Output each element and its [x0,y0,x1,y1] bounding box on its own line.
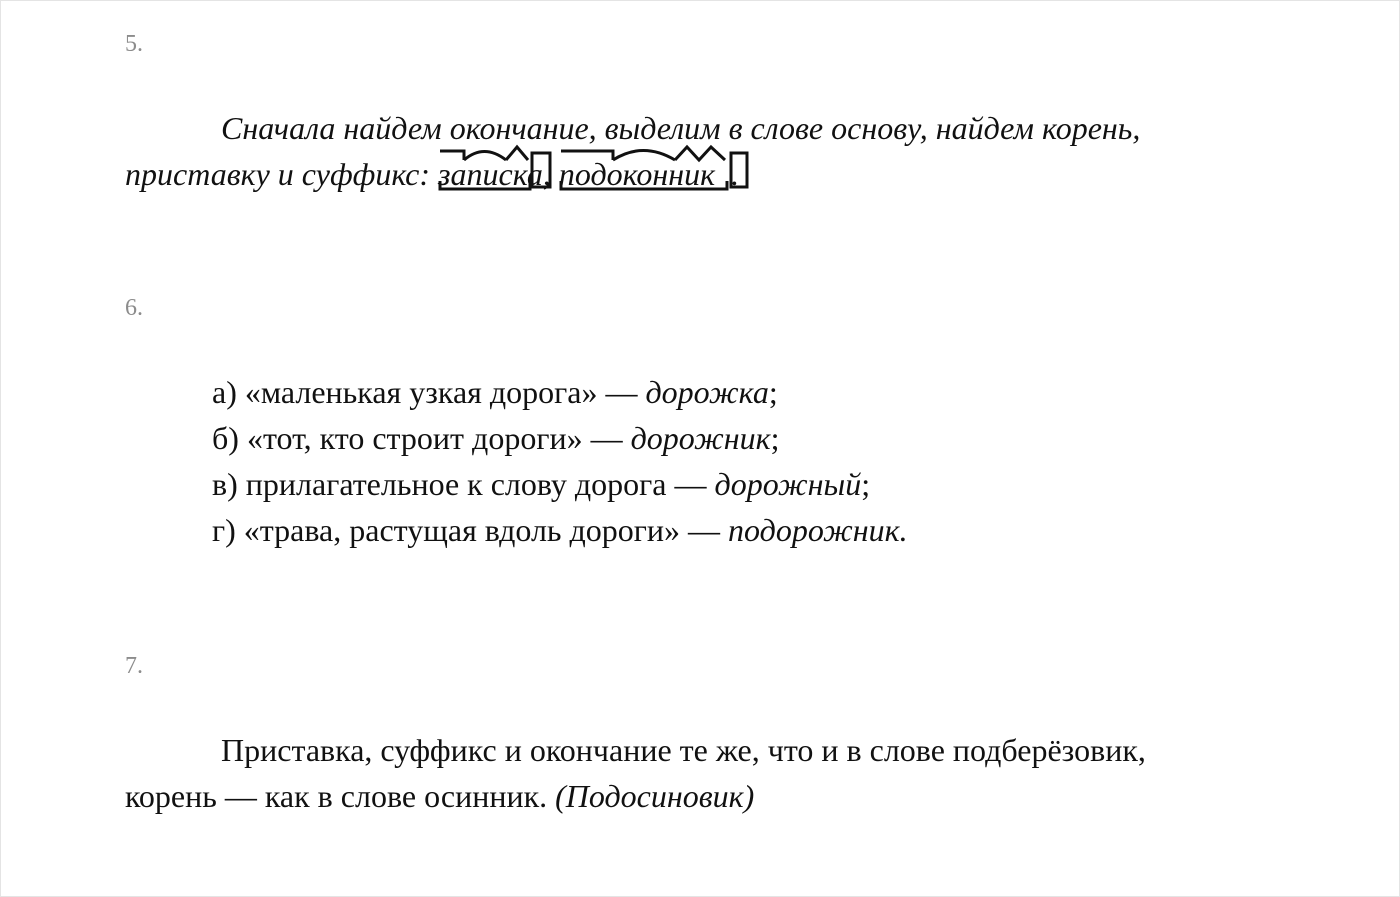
list-item [212,461,908,507]
item-d-answer: подорожник [728,512,900,548]
task-7-answer: (Подосиновик) [555,778,755,814]
task-7-number: 7. [125,653,143,679]
root-arc [613,151,675,161]
stem-bracket [440,181,530,189]
list-item [212,507,908,553]
morpheme-word-zapiska [438,151,543,197]
stem-bracket [561,181,727,189]
task-6-number: 6. [125,295,143,321]
task-7-line-1: Приставка, суффикс и окончание те же, что и в слове подберёзовик, [221,732,1146,768]
suffix-cap [675,147,725,160]
item-d-end: . [899,512,908,548]
item-c-text: в) прилагательное к слову дорога — [212,466,715,502]
item-a-text: а) «маленькая узкая дорога» — [212,374,646,410]
item-a-answer: дорожка [645,374,769,410]
task-5-line-2-prefix: приставку и суффикс: [125,156,438,192]
suffix-cap [506,147,528,160]
list-item [212,415,908,461]
morpheme-marks-zapiska [438,149,563,197]
ending-box [731,153,747,187]
item-a-end: ; [768,374,778,410]
ending-box [532,153,550,187]
morpheme-marks-podokonnik [559,149,759,197]
task-5-line-2 [125,151,1275,197]
item-d-text: г) «трава, растущая вдоль дороги» — [212,512,729,548]
task-6-list [212,369,908,553]
item-b-end: ; [770,420,780,456]
task-5-number: 5. [125,31,143,57]
task-5-paragraph [125,105,1275,197]
root-arc [464,152,506,161]
list-item [212,369,908,415]
prefix-corner [561,151,613,160]
morpheme-word-podokonnik [559,151,715,197]
word-zapiska: записка [438,156,543,192]
task-5-line-1: Сначала найдем окончание, выделим в слове основу, найдем корень, [221,110,1141,146]
task-7-paragraph [125,727,1275,819]
word-podokonnik: подоконник [558,156,716,192]
task-5-separator: , [542,156,559,192]
item-c-end: ; [861,466,871,502]
item-b-answer: дорожник [630,420,771,456]
task-7-line-2 [125,773,1275,819]
task-7-line-2-text: корень — как в слове осинник. [125,778,556,814]
prefix-corner [440,151,464,160]
item-c-answer: дорожный [714,466,862,502]
item-b-text: б) «тот, кто строит дороги» — [212,420,631,456]
task-5-end: . [723,156,740,192]
